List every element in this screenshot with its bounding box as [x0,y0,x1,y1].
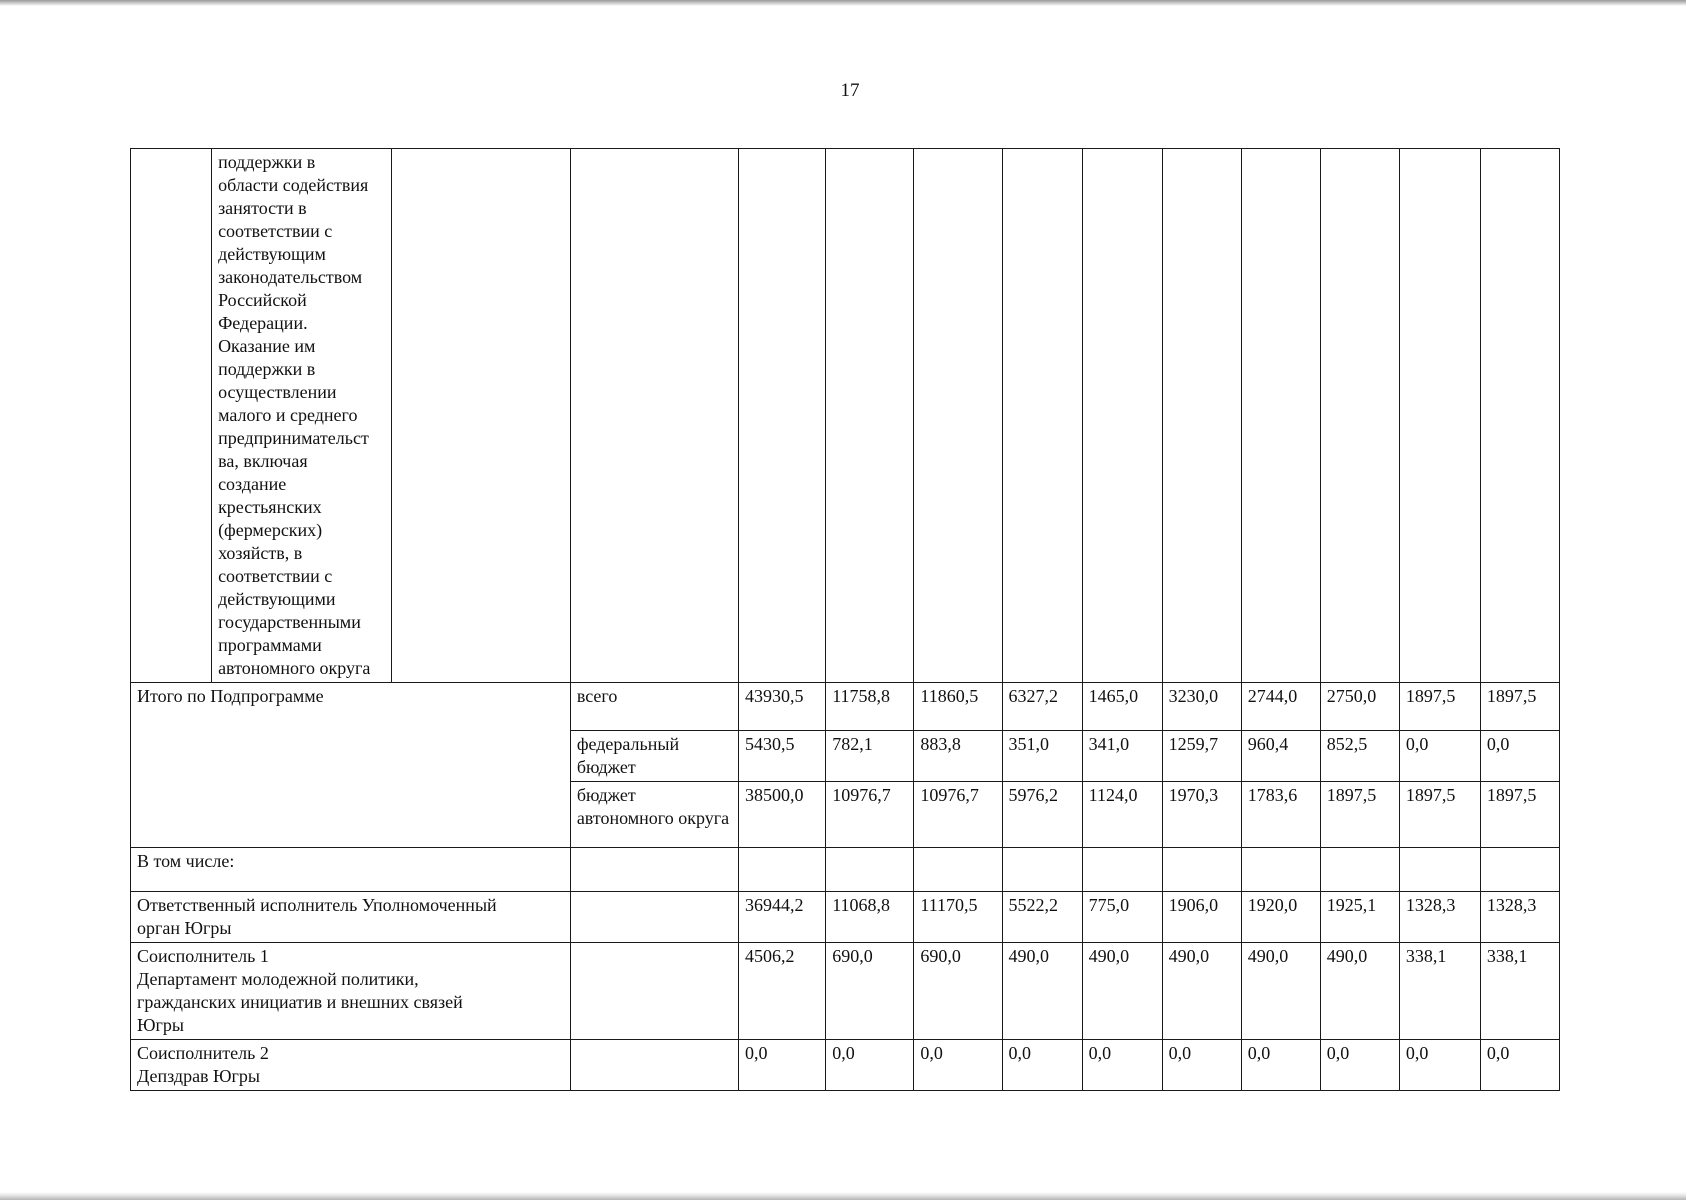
description-line: осуществлении [218,382,337,402]
value-cell: 690,0 [914,943,1002,1040]
value-cell: 2750,0 [1320,683,1399,731]
value-cell: 1906,0 [1162,892,1241,943]
page-number: 17 [840,80,860,101]
value-cell: 490,0 [1162,943,1241,1040]
continuation-value-cell [914,149,1002,683]
value-cell: 10976,7 [826,782,914,848]
value-cell: 341,0 [1082,731,1162,782]
value-cell: 43930,5 [739,683,826,731]
value-cell: 11170,5 [914,892,1002,943]
value-cell: 36944,2 [739,892,826,943]
empty-cell [914,848,1002,892]
value-cell: 1465,0 [1082,683,1162,731]
description-line: действующим [218,244,326,264]
continuation-description-cell [212,149,392,683]
value-cell: 1328,3 [1480,892,1559,943]
value-cell: 338,1 [1399,943,1480,1040]
executor-label-line: Соисполнитель 1 [137,946,269,966]
source-cell [570,1040,738,1091]
value-cell: 852,5 [1320,731,1399,782]
value-cell: 1124,0 [1082,782,1162,848]
empty-cell [1082,848,1162,892]
executor-label-cell [131,892,571,943]
value-cell: 1920,0 [1241,892,1320,943]
description-line: законодательством [218,267,363,287]
description-text [218,151,385,680]
executor-label-line: Ответственный исполнитель Уполномоченный [137,895,497,915]
empty-cell [1320,848,1399,892]
value-cell: 0,0 [1480,731,1559,782]
value-cell: 10976,7 [914,782,1002,848]
value-cell: 0,0 [914,1040,1002,1091]
value-cell: 0,0 [1399,1040,1480,1091]
value-cell: 1897,5 [1399,683,1480,731]
value-cell: 0,0 [1162,1040,1241,1091]
description-line: государственными [218,612,361,632]
value-cell: 351,0 [1002,731,1082,782]
continuation-value-cell [1480,149,1559,683]
value-cell: 775,0 [1082,892,1162,943]
empty-cell [570,848,738,892]
value-cell: 1897,5 [1480,683,1559,731]
value-cell: 1897,5 [1480,782,1559,848]
value-cell: 5976,2 [1002,782,1082,848]
description-line: соответствии с [218,221,333,241]
budget-table [130,148,1560,1091]
value-cell: 2744,0 [1241,683,1320,731]
empty-cell [826,848,914,892]
value-cell: 1328,3 [1399,892,1480,943]
description-line: автономного округа [218,658,371,678]
total-label-cell: Итого по Подпрограмме [131,683,571,848]
scan-edge-bottom [0,1192,1686,1200]
value-cell: 4506,2 [739,943,826,1040]
empty-cell [1002,848,1082,892]
value-cell: 490,0 [1320,943,1399,1040]
value-cell: 782,1 [826,731,914,782]
executor-row-co1 [131,943,1560,1040]
value-cell: 0,0 [1241,1040,1320,1091]
value-cell: 960,4 [1241,731,1320,782]
description-line: действующими [218,589,336,609]
value-cell: 490,0 [1002,943,1082,1040]
description-line: создание [218,474,287,494]
value-cell: 0,0 [1320,1040,1399,1091]
description-line: области содействия [218,175,369,195]
empty-cell [1480,848,1559,892]
executor-label-line: Югры [137,1015,184,1035]
empty-cell [1241,848,1320,892]
source-cell: всего [570,683,738,731]
description-line: поддержки в [218,359,316,379]
continuation-value-cell [826,149,914,683]
executor-label-line: Депздрав Югры [137,1066,261,1086]
value-cell: 1925,1 [1320,892,1399,943]
value-cell: 0,0 [739,1040,826,1091]
description-line: хозяйств, в [218,543,303,563]
value-cell: 0,0 [1002,1040,1082,1091]
empty-cell [1399,848,1480,892]
continuation-executor-cell [392,149,570,683]
description-line: предпринимательст [218,428,369,448]
description-line: Российской [218,290,307,310]
continuation-number-cell [131,149,212,683]
executor-label-line: орган Югры [137,918,232,938]
source-cell: бюджет автономного округа [570,782,738,848]
value-cell: 690,0 [826,943,914,1040]
value-cell: 883,8 [914,731,1002,782]
value-cell: 0,0 [1399,731,1480,782]
value-cell: 5430,5 [739,731,826,782]
source-cell: федеральный бюджет [570,731,738,782]
description-line: занятости в [218,198,307,218]
continuation-value-cell [1082,149,1162,683]
description-line: поддержки в [218,152,316,172]
continuation-value-cell [739,149,826,683]
source-cell [570,892,738,943]
description-line: Оказание им [218,336,316,356]
including-row [131,848,1560,892]
continuation-value-cell [1399,149,1480,683]
description-line: крестьянских [218,497,322,517]
value-cell: 1259,7 [1162,731,1241,782]
including-label-cell: В том числе: [131,848,571,892]
value-cell: 1897,5 [1320,782,1399,848]
value-cell: 0,0 [1480,1040,1559,1091]
value-cell: 338,1 [1480,943,1559,1040]
value-cell: 490,0 [1082,943,1162,1040]
continuation-value-cell [1320,149,1399,683]
executor-label-line: гражданских инициатив и внешних связей [137,992,463,1012]
value-cell: 1783,6 [1241,782,1320,848]
value-cell: 11068,8 [826,892,914,943]
executor-label-cell [131,943,571,1040]
continuation-value-cell [1241,149,1320,683]
value-cell: 11758,8 [826,683,914,731]
value-cell: 0,0 [826,1040,914,1091]
executor-label-line: Департамент молодежной политики, [137,969,419,989]
value-cell: 490,0 [1241,943,1320,1040]
description-line: Федерации. [218,313,308,333]
description-line: соответствии с [218,566,333,586]
description-line: малого и среднего [218,405,358,425]
value-cell: 38500,0 [739,782,826,848]
description-line: (фермерских) [218,520,323,540]
executor-label-line: Соисполнитель 2 [137,1043,269,1063]
description-line: ва, включая [218,451,308,471]
empty-cell [1162,848,1241,892]
continuation-source-cell [570,149,738,683]
continuation-value-cell [1002,149,1082,683]
total-row-all [131,683,1560,731]
executor-row-co2 [131,1040,1560,1091]
value-cell: 5522,2 [1002,892,1082,943]
value-cell: 0,0 [1082,1040,1162,1091]
empty-cell [739,848,826,892]
value-cell: 6327,2 [1002,683,1082,731]
executor-label-cell [131,1040,571,1091]
continuation-value-cell [1162,149,1241,683]
value-cell: 3230,0 [1162,683,1241,731]
value-cell: 1897,5 [1399,782,1480,848]
continuation-row [131,149,1560,683]
source-cell [570,943,738,1040]
value-cell: 11860,5 [914,683,1002,731]
scan-edge-top [0,0,1686,6]
description-line: программами [218,635,322,655]
executor-row-responsible [131,892,1560,943]
value-cell: 1970,3 [1162,782,1241,848]
